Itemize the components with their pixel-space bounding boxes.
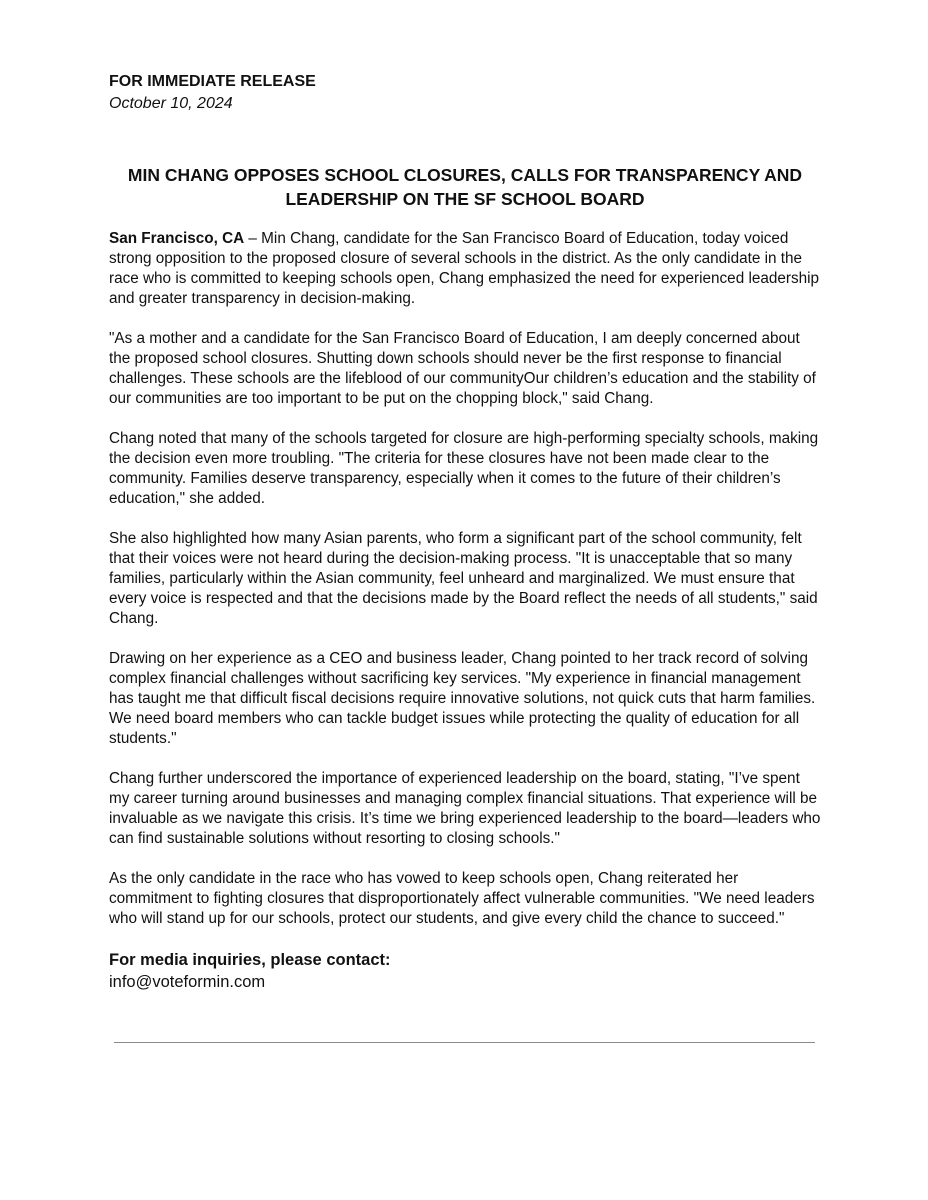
paragraph: She also highlighted how many Asian parents, who form a significant part of the school community, felt that their voices were not heard during the decision-making process. "It is unacceptable that so many families, particularly within the Asian community, feel unheard and marginalized. We must ensure that every voice is respected and that the decisions made by the Board reflect the needs of all students," said Chang. <box>109 530 818 627</box>
body-text <box>109 229 821 929</box>
dateline: San Francisco, CA <box>109 230 245 247</box>
paragraph-text: – Min Chang, candidate for the San Francisco Board of Education, today voiced strong opposition to the proposed closure of several schools in the district. As the only candidate in the race who is committed to keeping schools open, Chang emphasized the need for experienced leadership and greater transparency in decision-making. <box>109 230 820 307</box>
release-date: October 10, 2024 <box>109 95 233 112</box>
contact-email: info@voteformin.com <box>109 973 266 991</box>
headline: MIN CHANG OPPOSES SCHOOL CLOSURES, CALLS FOR TRANSPARENCY AND LEADERSHIP ON THE SF SCHOOL BOARD <box>127 165 803 209</box>
paragraph: Chang further underscored the importance of experienced leadership on the board, stating, "I’ve spent my career turning around businesses and managing complex financial situations. That experience will be invaluable as we navigate this crisis. It’s time we bring experienced leadership to the board—leaders who can find sustainable solutions without resorting to closing schools." <box>109 770 821 847</box>
press-release <box>109 71 821 993</box>
paragraph: Drawing on her experience as a CEO and business leader, Chang pointed to her track record of solving complex financial challenges without sacrificing key services. "My experience in financial management has taught me that difficult fiscal decisions require innovative solutions, not quick cuts that harm families. We need board members who can tackle budget issues while protecting the quality of education for all students." <box>109 650 816 747</box>
footer-divider <box>114 1042 815 1043</box>
paragraph-dateline <box>109 229 821 309</box>
paragraph: As the only candidate in the race who has vowed to keep schools open, Chang reiterated her commitment to fighting closures that disproportionately affect vulnerable communities. "We need leaders who will stand up for our schools, protect our students, and give every child the chance to succeed." <box>109 870 815 927</box>
paragraph: Chang noted that many of the schools targeted for closure are high-performing specialty schools, making the decision even more troubling. "The criteria for these closures have not been made clear to the community. Families deserve transparency, especially when it comes to the future of their children’s education," she added. <box>109 430 819 507</box>
paragraph: "As a mother and a candidate for the San Francisco Board of Education, I am deeply concerned about the proposed school closures. Shutting down schools should never be the first response to financial challenges. These schools are the lifeblood of our communityOur children’s education and the stability of our communities are too important to be put on the chopping block," said Chang. <box>109 330 816 407</box>
release-label: FOR IMMEDIATE RELEASE <box>109 73 316 90</box>
contact-label: For media inquiries, please contact: <box>109 951 391 969</box>
